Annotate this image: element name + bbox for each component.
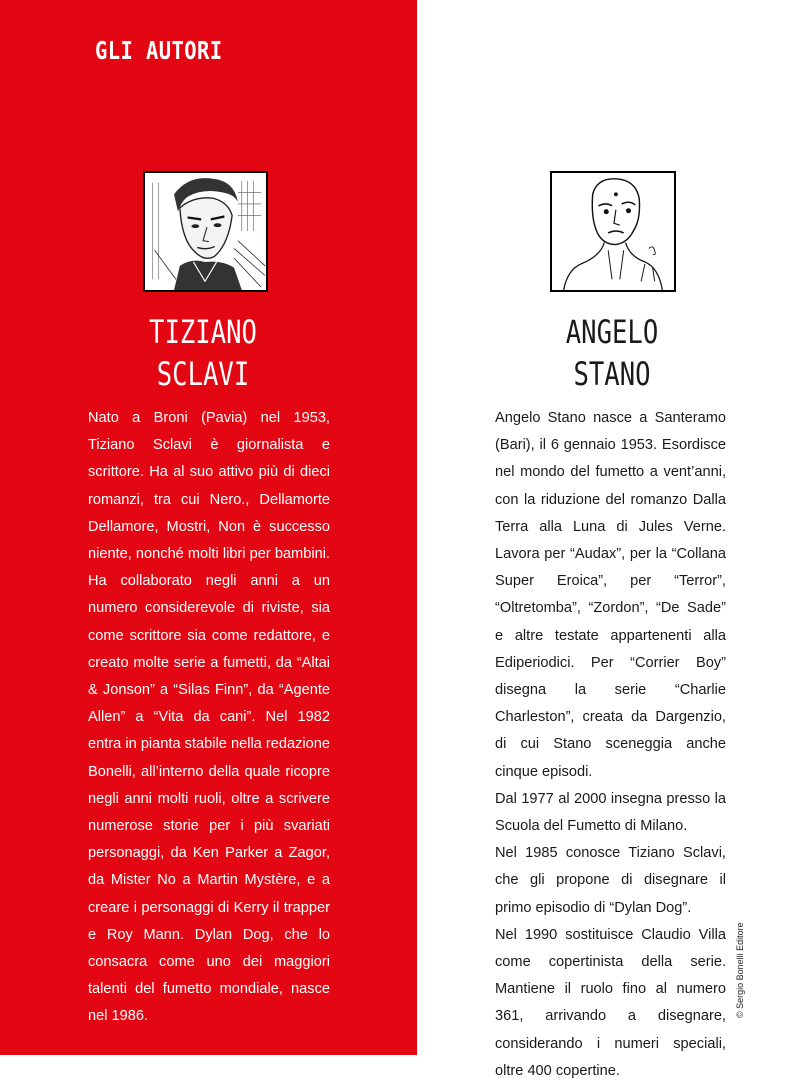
bio-paragraph: Dal 1977 al 2000 insegna presso la Scuola del Fumetto di Milano. [495,790,726,835]
copyright-credit: © Sergio Bonelli Editore [735,922,745,1018]
portrait-sketch-stano-icon [552,173,674,290]
bio-paragraph: Angelo Stano nasce a Santeramo (Bari), il 6 gennaio 1953. Esordisce nel mondo del fumetto a vent’anni, con la riduzione del romanzo Dalla Terra alla Luna di Jules Verne. Lavora per “Audax”, per la “Collana Super Eroica”, per “Terror”, “Oltretomba”, “Zordon”, “De Sade” e altre testate appartenenti alla Ediperiodici. Per “Corrier Boy” disegna la serie “Charlie Charleston”, creata da Dargenzio, di cui Stano sceneggia anche cinque episodi. [495,410,726,780]
portrait-stano [550,171,676,292]
portrait-sclavi [143,171,268,292]
portrait-sketch-sclavi-icon [145,173,266,290]
bio-sclavi [88,405,330,1031]
author-name-line: ANGELO [565,313,659,351]
author-name-line: STANO [573,355,651,393]
bio-paragraph: Nel 1990 sostituisce Claudio Villa come copertinista della serie. Mantiene il ruolo fino al numero 361, arrivando a disegnare, considerando i numeri speciali, oltre 400 copertine. [495,926,726,1079]
bio-paragraph: Nato a Broni (Pavia) nel 1953, Tiziano Sclavi è giornalista e scrittore. Ha al suo attivo più di dieci romanzi, tra cui Nero., Dellamorte Dellamore, Mostri, Non è successo niente, nonché molti libri per bambini. Ha collaborato negli anni a un numero considerevole di riviste, sia come scrittore sia come redattore, e creato molte serie a fumetti, da “Altai & Jonson” a “Silas Finn”, da “Agente Allen” a “Vita da cani”. Nel 1982 entra in pianta stabile nella redazione Bonelli, all’interno della quale ricopre negli anni molti ruoli, oltre a scrivere numerose storie per i più svariati personaggi, da Ken Parker a Zagor, da Mister No a Martin Mystère, e a creare i personaggi di Kerry il trapper e Roy Mann. Dylan Dog, che lo consacra come uno dei maggiori talenti del fumetto mondiale, nasce nel 1986. [88,410,330,1025]
author-name-line: SCLAVI [156,355,250,393]
bio-stano [495,405,726,1085]
author-name-sclavi [115,311,291,395]
page-heading: GLI AUTORI [95,36,223,65]
author-name-line: TIZIANO [149,313,257,351]
author-name-stano [524,311,700,395]
bio-paragraph: Nel 1985 conosce Tiziano Sclavi, che gli propone di disegnare il primo episodio di “Dylan Dog”. [495,845,726,916]
